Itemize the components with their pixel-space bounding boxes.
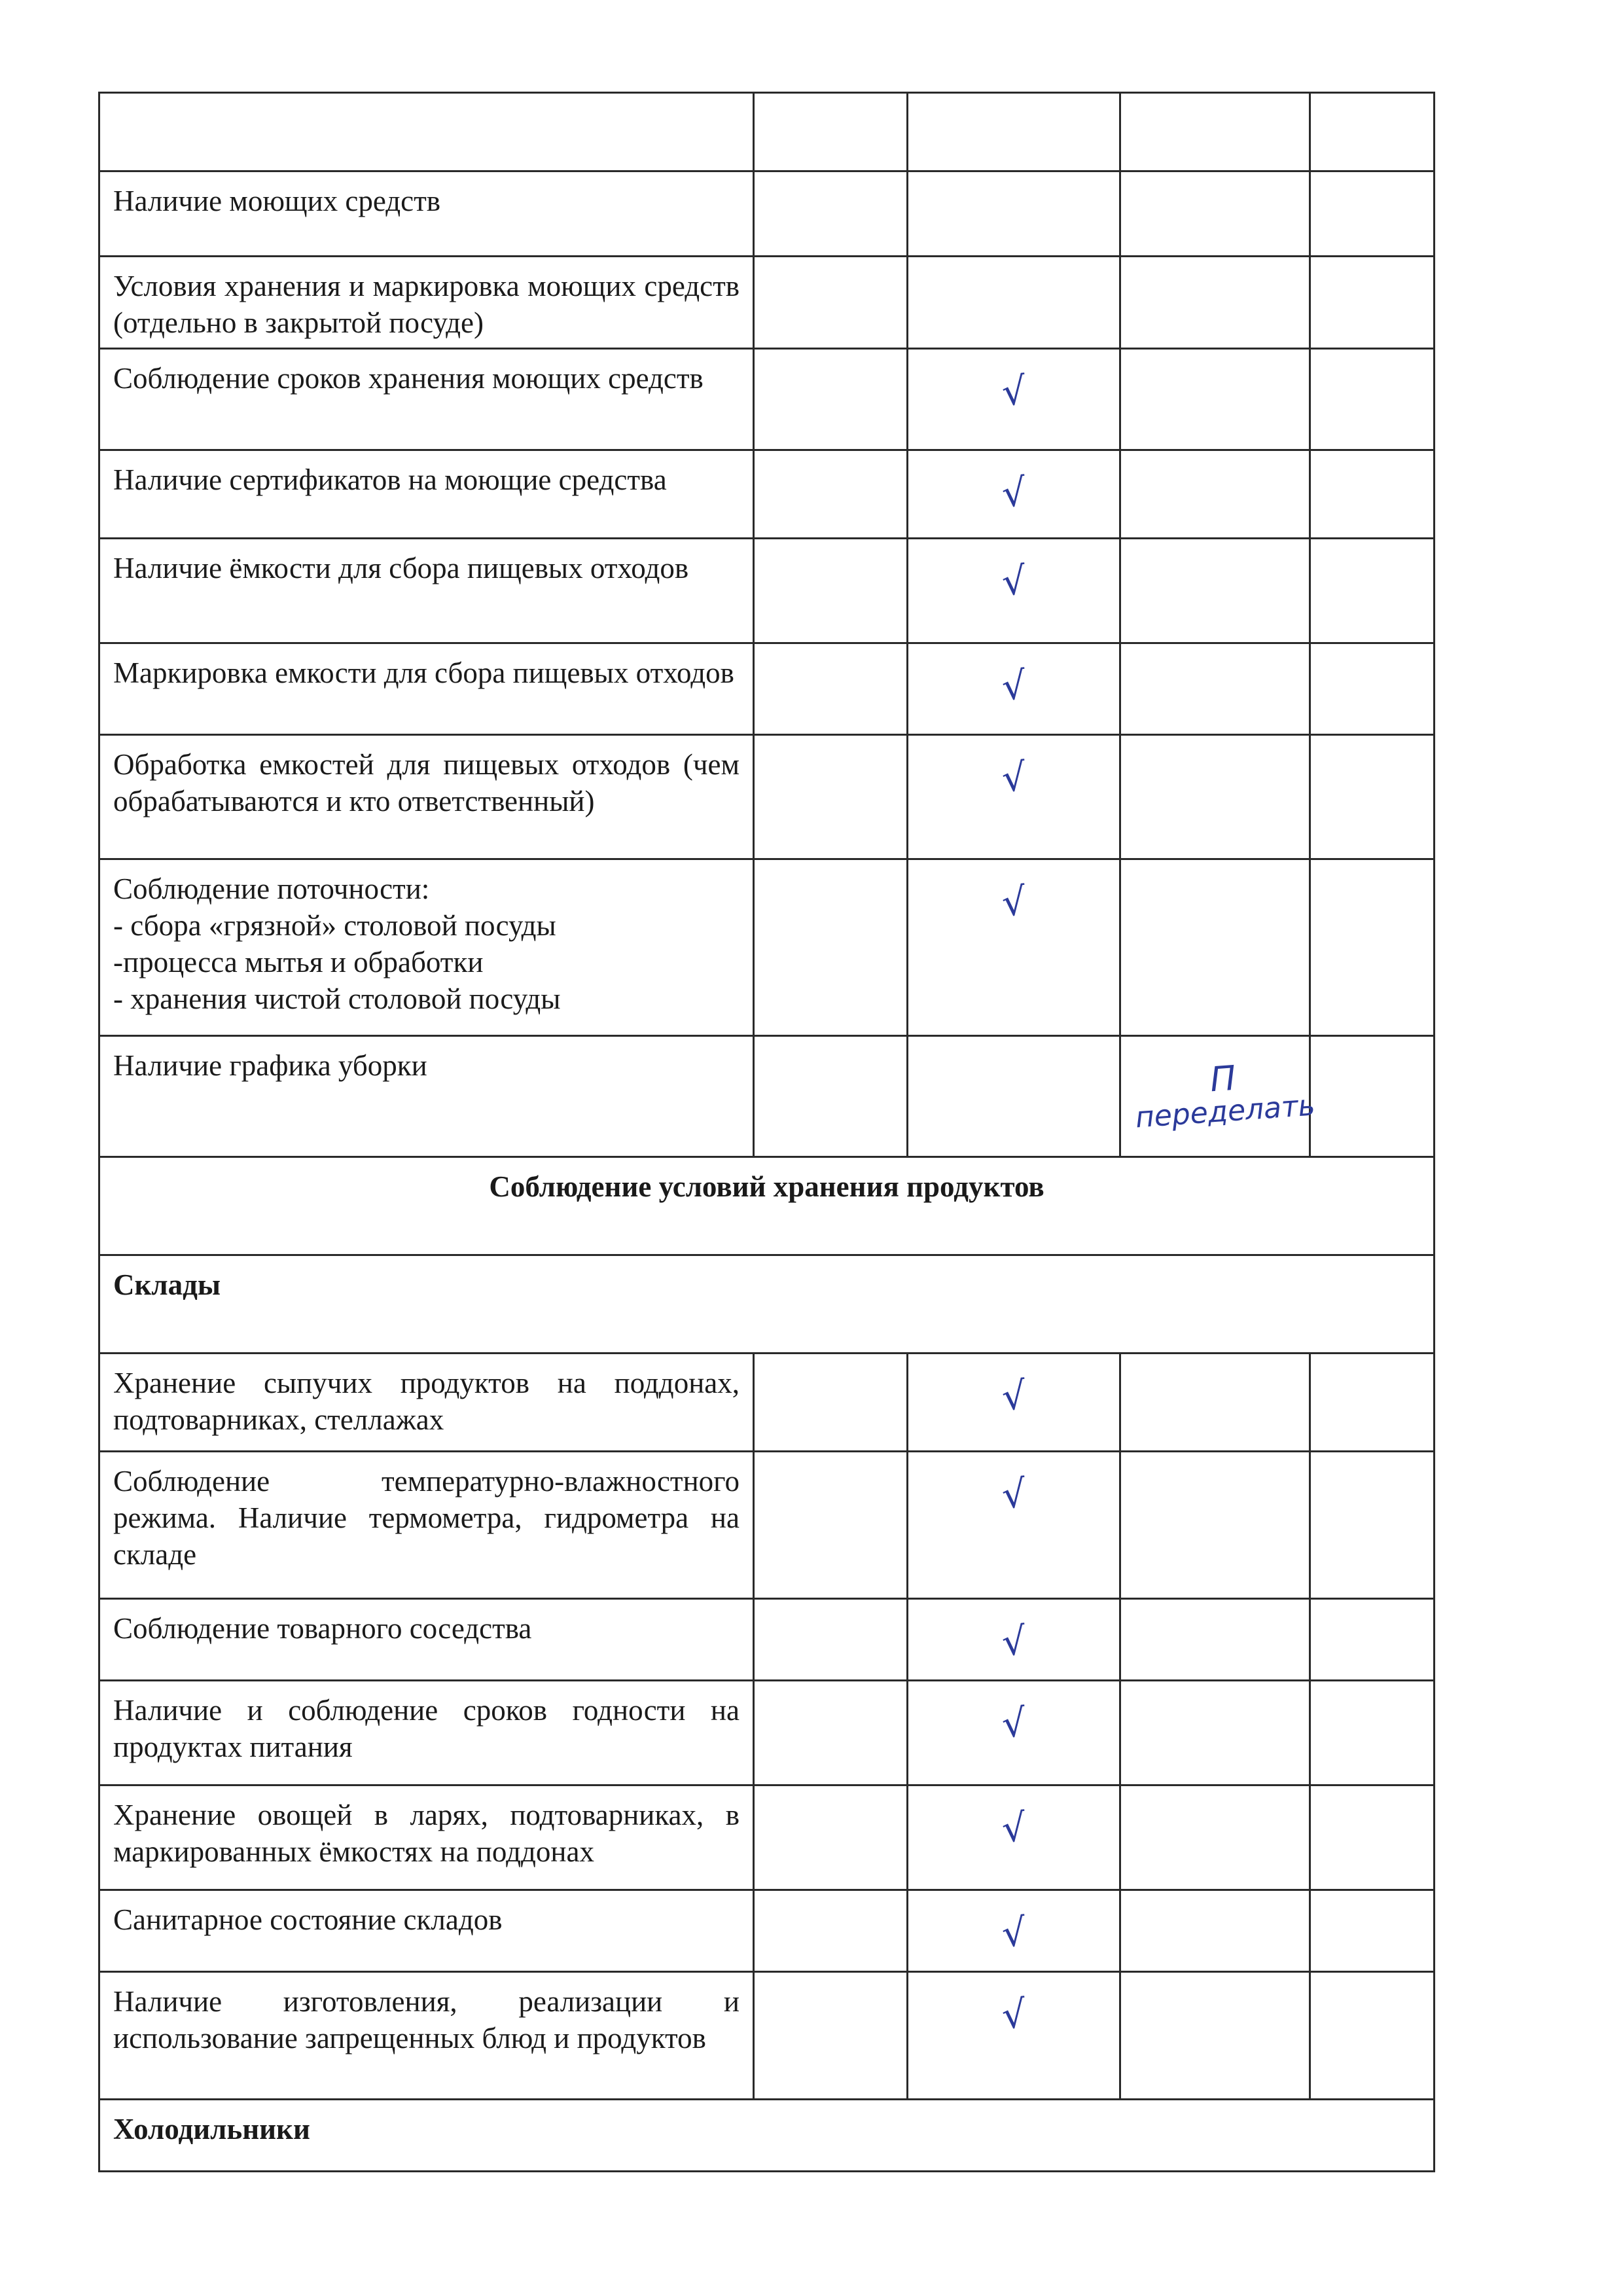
mark-cell-col3 [1120,1354,1310,1452]
handwritten-note [1132,1057,1316,1135]
criterion-text: -процесса мытья и обработки [113,946,484,978]
criterion-text: Соблюдение товарного соседства [113,1612,532,1645]
mark-cell-col4 [1310,1972,1435,2100]
mark-cell-col1 [754,1354,908,1452]
handwritten-check-mark: √ [999,1700,1028,1747]
table-row [99,1452,1435,1599]
handwritten-word: переделать [1134,1088,1317,1135]
criterion-text: Хранение сыпучих продуктов на поддонах, подтоварниках, стеллажах [113,1367,740,1436]
mark-cell-col2 [908,349,1120,450]
criterion-text: - хранения чистой столовой посуды [113,982,561,1015]
mark-cell-col2 [908,539,1120,643]
section-row [99,1157,1435,1255]
mark-cell-col2 [908,859,1120,1036]
mark-cell-col2 [908,1354,1120,1452]
inspection-checklist-table [98,92,1435,2172]
mark-cell-col1 [754,1452,908,1599]
criterion-cell [99,1890,754,1972]
mark-cell-col3 [1120,859,1310,1036]
mark-cell-col2 [908,171,1120,257]
criterion-text: Наличие моющих средств [113,185,441,217]
criterion-cell [99,1354,754,1452]
mark-cell-col2 [908,1972,1120,2100]
table-row [99,450,1435,539]
table-row [99,1599,1435,1681]
criterion-text: Наличие сертификатов на моющие средства [113,463,667,496]
mark-cell-col4 [1310,539,1435,643]
mark-cell-col4 [1310,349,1435,450]
mark-cell-col3 [1120,1036,1317,1157]
handwritten-check-mark: √ [999,1372,1028,1420]
criterion-cell [99,1972,754,2100]
mark-cell-col3 [1120,1681,1310,1785]
mark-cell-col1 [754,1890,908,1972]
mark-cell-col1 [754,93,908,171]
mark-cell-col3 [1120,1972,1310,2100]
criterion-cell [99,643,754,735]
criterion-text: Санитарное состояние складов [113,1903,503,1936]
criterion-text: Соблюдение поточности: [113,872,430,905]
criterion-text: Соблюдение температурно-влажностного режима. Наличие термометра, гидрометра на складе [113,1465,740,1571]
handwritten-check-mark: √ [999,1991,1028,2038]
handwritten-check-mark: √ [999,1471,1028,1518]
criterion-text: Наличие изготовления, реализации и использование запрещенных блюд и продуктов [113,1985,740,2054]
criterion-cell [99,1785,754,1890]
mark-cell-col2 [908,1681,1120,1785]
mark-cell-col4 [1310,171,1435,257]
criterion-text: Маркировка емкости для сбора пищевых отходов [113,656,734,689]
mark-cell-col3 [1120,735,1310,859]
mark-cell-col4 [1310,643,1435,735]
section-title: Соблюдение условий хранения продуктов [99,1157,1435,1255]
criterion-cell [99,539,754,643]
subsection-row [99,1255,1435,1354]
mark-cell-col2 [908,1890,1120,1972]
table-row [99,643,1435,735]
handwritten-check-mark: √ [999,1804,1028,1852]
criterion-cell [99,735,754,859]
mark-cell-col1 [754,1972,908,2100]
mark-cell-col3 [1120,643,1310,735]
criterion-cell [99,859,754,1036]
criterion-text: Хранение овощей в ларях, подтоварниках, в маркированных ёмкостях на поддонах [113,1799,740,1868]
mark-cell-col1 [754,1036,908,1157]
table-row [99,859,1435,1036]
subsection-title: Холодильники [99,2100,1435,2172]
handwritten-check-mark: √ [999,368,1028,415]
table-row [99,539,1435,643]
mark-cell-col1 [754,539,908,643]
mark-cell-col3 [1120,1599,1310,1681]
mark-cell-col3 [1120,539,1310,643]
mark-cell-col2 [908,735,1120,859]
criterion-text: Обработка емкостей для пищевых отходов (чем обрабатываются и кто ответственный) [113,748,740,817]
criterion-cell [99,349,754,450]
table-row [99,257,1435,349]
table-row [99,93,1435,171]
handwritten-check-mark: √ [999,558,1028,605]
mark-cell-col3 [1120,349,1310,450]
mark-cell-col3 [1120,93,1310,171]
criterion-cell [99,93,754,171]
table-row [99,1785,1435,1890]
mark-cell-col3 [1120,1785,1310,1890]
table-row [99,1036,1435,1157]
criterion-text: Соблюдение сроков хранения моющих средств [113,362,704,395]
handwritten-check-mark: √ [999,469,1028,516]
mark-cell-col4 [1310,1681,1435,1785]
mark-cell-col4 [1310,257,1435,349]
handwritten-check-mark: √ [999,1618,1028,1665]
mark-cell-col4 [1310,1452,1435,1599]
criterion-cell [99,1036,754,1157]
handwritten-check-mark: √ [999,662,1028,709]
criterion-cell [99,171,754,257]
mark-cell-col1 [754,1681,908,1785]
criterion-text: Условия хранения и маркировка моющих средств (отдельно в закрытой посуде) [113,270,740,339]
mark-cell-col1 [754,1785,908,1890]
mark-cell-col4 [1310,1890,1435,1972]
mark-cell-col2 [908,1599,1120,1681]
mark-cell-col4 [1310,1785,1435,1890]
mark-cell-col3 [1120,171,1310,257]
mark-cell-col2 [908,93,1120,171]
mark-cell-col3 [1120,1890,1310,1972]
mark-cell-col4 [1310,1036,1435,1157]
table-row [99,735,1435,859]
criterion-text: Наличие графика уборки [113,1049,427,1082]
mark-cell-col2 [908,1785,1120,1890]
mark-cell-col1 [754,1599,908,1681]
criterion-text: - сбора «грязной» столовой посуды [113,909,556,942]
mark-cell-col1 [754,349,908,450]
criterion-cell [99,450,754,539]
criterion-cell [99,1681,754,1785]
mark-cell-col2 [908,1452,1120,1599]
table-row [99,1890,1435,1972]
mark-cell-col4 [1310,735,1435,859]
handwritten-check-mark: √ [999,878,1028,925]
mark-cell-col3 [1120,1452,1310,1599]
mark-cell-col1 [754,171,908,257]
mark-cell-col4 [1310,859,1435,1036]
mark-cell-col3 [1120,450,1310,539]
criterion-cell [99,1452,754,1599]
mark-cell-col2 [908,450,1120,539]
criterion-cell [99,257,754,349]
criterion-text: Наличие и соблюдение сроков годности на продуктах питания [113,1694,740,1763]
criterion-cell [99,1599,754,1681]
mark-cell-col4 [1310,1599,1435,1681]
mark-cell-col1 [754,643,908,735]
subsection-title: Склады [99,1255,1435,1354]
mark-cell-col1 [754,450,908,539]
mark-cell-col1 [754,257,908,349]
mark-cell-col4 [1310,1354,1435,1452]
checklist-body [99,93,1435,2172]
mark-cell-col2 [908,1036,1120,1157]
mark-cell-col4 [1310,450,1435,539]
table-row [99,1354,1435,1452]
subsection-row [99,2100,1435,2172]
mark-cell-col3 [1120,257,1310,349]
table-row [99,349,1435,450]
table-row [99,171,1435,257]
mark-cell-col4 [1310,93,1435,171]
handwritten-check-mark: √ [999,1909,1028,1956]
mark-cell-col2 [908,257,1120,349]
mark-cell-col1 [754,859,908,1036]
mark-cell-col1 [754,735,908,859]
handwritten-letter: П [1209,1058,1238,1100]
mark-cell-col2 [908,643,1120,735]
handwritten-check-mark: √ [999,754,1028,801]
table-row [99,1972,1435,2100]
table-row [99,1681,1435,1785]
criterion-text: Наличие ёмкости для сбора пищевых отходов [113,552,689,584]
